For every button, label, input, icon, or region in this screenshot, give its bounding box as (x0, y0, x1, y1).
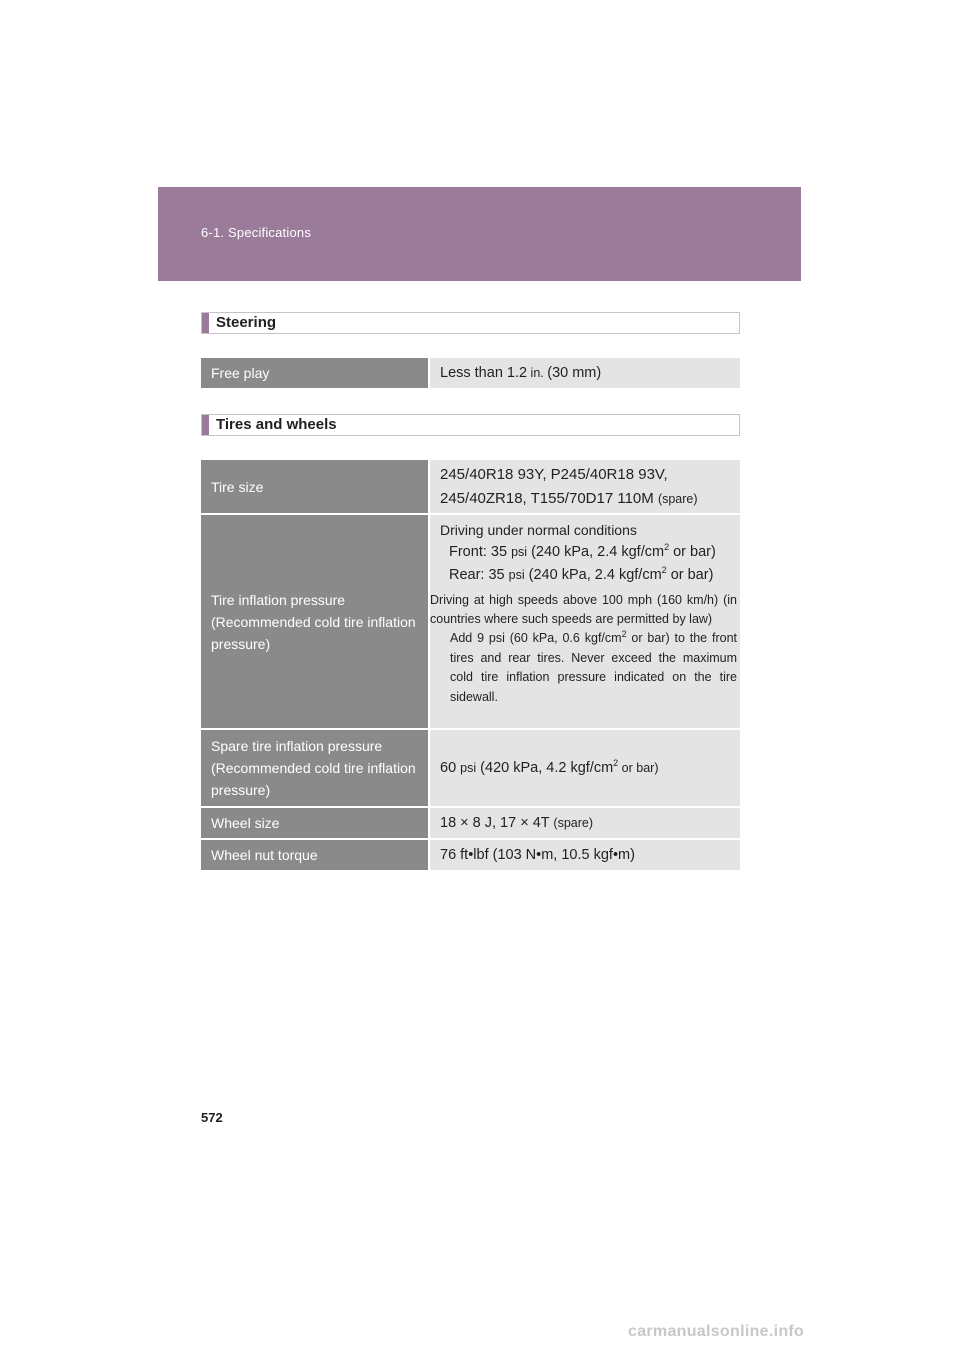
rear-suffix: or bar) (666, 567, 714, 583)
rear-pressure (440, 564, 737, 587)
spare-psi-unit: psi (460, 761, 477, 775)
table-row (201, 358, 740, 388)
spare-label-line-2: (Recommended cold tire inflation (211, 760, 416, 776)
steering-heading-text: Steering (216, 314, 277, 331)
inflation-label-line-3: pressure) (211, 635, 271, 652)
free-play-metric: (30 mm) (547, 365, 602, 381)
tire-size-value (430, 460, 740, 513)
rear-psi-unit: psi (508, 568, 525, 582)
watermark: carmanualsonline.info (628, 1323, 805, 1340)
table-row (201, 460, 740, 515)
inflation-label-line-2: (Recommended cold tire inflation (211, 613, 416, 630)
free-play-label: Free play (201, 358, 430, 388)
heading-accent-bar (202, 313, 209, 333)
wheel-size-text: 18 × 8 J, 17 × 4T (440, 815, 554, 831)
wheel-size-label: Wheel size (201, 808, 430, 838)
tires-heading (201, 414, 740, 436)
front-psi-unit: psi (511, 545, 528, 559)
page-number: 572 (201, 1110, 223, 1125)
high-speed-text: Driving at high speeds above 100 mph (160 km/h) (in countries where such speeds are permitted by law) (430, 593, 737, 626)
table-row (201, 808, 740, 840)
superscript: 2 (621, 628, 627, 639)
free-play-unit: in. (527, 366, 548, 380)
spare-metric: (420 kPa, 4.2 kgf/cm (476, 760, 614, 776)
free-play-number: Less than 1.2 (440, 365, 528, 381)
steering-heading (201, 312, 740, 334)
inflation-value (430, 515, 740, 728)
inflation-label (201, 515, 430, 728)
front-pressure (440, 541, 737, 564)
tire-size-label: Tire size (201, 460, 430, 513)
section-label: 6-1. Specifications (201, 225, 312, 240)
add-pressure-text (440, 629, 737, 707)
spare-label-line-3: pressure) (211, 782, 271, 798)
superscript: 2 (613, 758, 619, 769)
table-row (201, 515, 740, 730)
tire-size-spare: (spare) (657, 491, 698, 506)
spare-suffix: or bar) (618, 761, 659, 775)
tires-table (201, 460, 740, 870)
add-text: Add 9 psi (60 kPa, 0.6 kgf/cm (450, 631, 622, 645)
spare-label (201, 730, 430, 806)
inflation-label-line-1: Tire inflation pressure (211, 591, 346, 608)
wheel-size-spare: (spare) (553, 816, 593, 830)
superscript: 2 (664, 542, 670, 553)
header-band (158, 187, 801, 281)
front-suffix: or bar) (669, 544, 716, 560)
tire-size-line-2: 245/40ZR18, T155/70D17 110M (440, 489, 658, 507)
heading-accent-bar (202, 415, 209, 435)
spare-text: 60 (440, 760, 461, 776)
rear-text: Rear: 35 (449, 567, 509, 583)
wheel-nut-torque-label: Wheel nut torque (201, 840, 430, 870)
add-text-rest: or bar) to the front tires and rear tires. Never exceed the maximum cold tire inflation pressure indicated on the tire sidewall. (450, 631, 737, 704)
tires-heading-text: Tires and wheels (216, 416, 337, 433)
front-metric: (240 kPa, 2.4 kgf/cm (527, 544, 665, 560)
free-play-value (430, 358, 740, 388)
wheel-size-value (430, 808, 740, 838)
steering-table (201, 358, 740, 388)
normal-conditions-heading: Driving under normal conditions (440, 522, 637, 538)
superscript: 2 (661, 565, 667, 576)
tire-size-line-1: 245/40R18 93Y, P245/40R18 93V, (440, 465, 668, 483)
table-row (201, 730, 740, 808)
rear-metric: (240 kPa, 2.4 kgf/cm (524, 567, 662, 583)
spare-value (430, 730, 740, 806)
table-row (201, 840, 740, 870)
spare-label-line-1: Spare tire inflation pressure (211, 738, 383, 754)
front-text: Front: 35 (449, 544, 512, 560)
wheel-nut-torque-value: 76 ft•lbf (103 N•m, 10.5 kgf•m) (430, 840, 740, 870)
